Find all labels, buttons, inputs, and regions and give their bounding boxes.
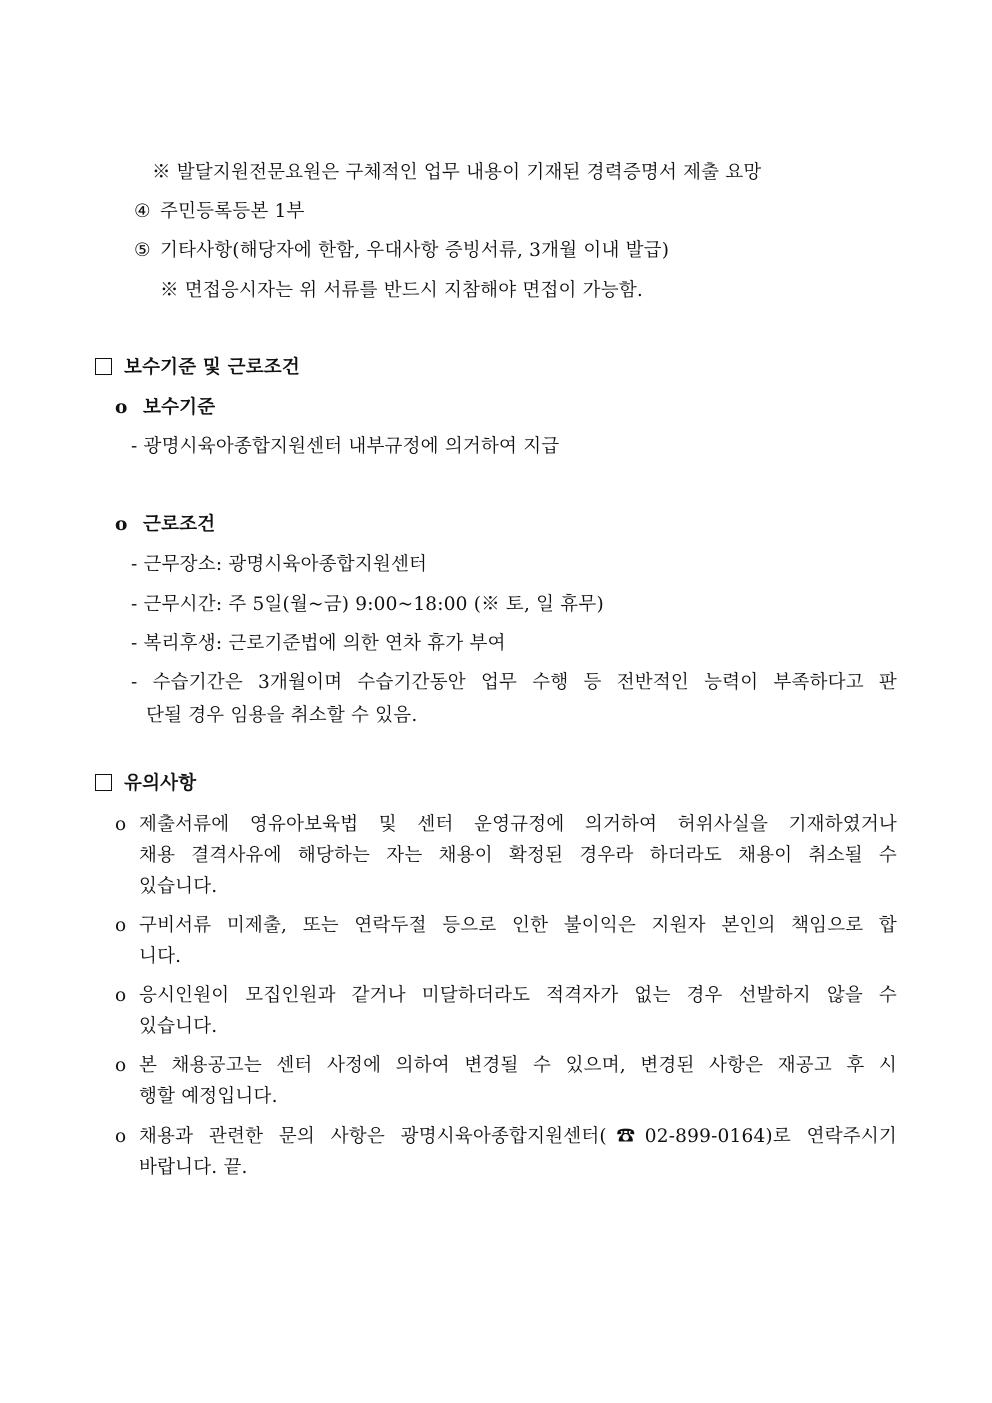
note-item-2-line1: 구비서류 미제출, 또는 연락두절 등으로 인한 불이익은 지원자 본인의 책임으로 합 <box>139 915 897 936</box>
checkbox-square-icon <box>95 774 112 791</box>
note-item-3-bullet: o <box>115 985 127 1006</box>
section-title-pay-conditions-text: 보수기준 및 근로조건 <box>124 357 300 378</box>
note-item-2-line2: 니다. <box>139 946 182 967</box>
subsection-pay-title: 보수기준 <box>143 397 216 418</box>
subsection-work-title: 근로조건 <box>143 514 216 535</box>
checkbox-square-icon <box>95 358 112 375</box>
work-item-hours: - 근무시간: 주 5일(월~금) 9:00~18:00 (※ 토, 일 휴무) <box>131 594 604 615</box>
note-item-2-bullet: o <box>115 915 127 936</box>
note-expert-career: ※ 발달지원전문요원은 구체적인 업무 내용이 기재된 경력증명서 제출 요망 <box>152 162 762 183</box>
circle-bullet-icon: o <box>115 397 128 418</box>
section-title-notes <box>95 772 196 796</box>
pay-item: - 광명시육아종합지원센터 내부규정에 의거하여 지급 <box>131 436 560 457</box>
subsection-pay <box>115 396 215 420</box>
section-title-pay-conditions <box>95 356 300 380</box>
document-item-4 <box>134 200 305 224</box>
note-item-1-line2: 채용 결격사유에 해당하는 자는 채용이 확정된 경우라 하더라도 채용이 취소될 수 <box>139 845 897 866</box>
note-item-3-line2: 있습니다. <box>139 1016 218 1037</box>
document-item-5 <box>134 239 669 263</box>
note-item-4-bullet: o <box>115 1055 127 1076</box>
section-title-notes-text: 유의사항 <box>124 773 197 794</box>
note-item-5-line1: 채용과 관련한 문의 사항은 광명시육아종합지원센터(☎02-899-0164)로 연락주시기 <box>139 1126 897 1147</box>
note-item-3-line1: 응시인원이 모집인원과 같거나 미달하더라도 적격자가 없는 경우 선발하지 않을 수 <box>139 985 897 1006</box>
note-item-1-line1: 제출서류에 영유아보육법 및 센터 운영규정에 의거하여 허위사실을 기재하였거나 <box>139 814 897 835</box>
circled-number-5: ⑤ <box>134 240 151 261</box>
circle-bullet-icon: o <box>115 514 128 535</box>
circled-number-4: ④ <box>134 201 151 222</box>
work-item-place: - 근무장소: 광명시육아종합지원센터 <box>131 554 428 575</box>
work-item-probation-line2: 단될 경우 임용을 취소할 수 있음. <box>146 705 418 726</box>
note-item-5-bullet: o <box>115 1126 127 1147</box>
subsection-work <box>115 513 215 537</box>
document-item-5-text: 기타사항(해당자에 한함, 우대사항 증빙서류, 3개월 이내 발급) <box>160 240 670 261</box>
document-item-4-text: 주민등록등본 1부 <box>160 201 305 222</box>
note-item-4-line1: 본 채용공고는 센터 사정에 의하여 변경될 수 있으며, 변경된 사항은 재공고 후 시 <box>139 1055 897 1076</box>
note-item-1-line3: 있습니다. <box>139 876 218 897</box>
work-item-welfare: - 복리후생: 근로기준법에 의한 연차 휴가 부여 <box>131 633 506 654</box>
note-item-4-line2: 행할 예정입니다. <box>139 1086 278 1107</box>
note-interview: ※ 면접응시자는 위 서류를 반드시 지참해야 면접이 가능함. <box>160 280 643 301</box>
note-item-1-bullet: o <box>115 814 127 835</box>
work-item-probation-line1: - 수습기간은 3개월이며 수습기간동안 업무 수행 등 전반적인 능력이 부족하다고 판 <box>131 672 897 693</box>
note-item-5-line2: 바랍니다. 끝. <box>139 1157 248 1178</box>
